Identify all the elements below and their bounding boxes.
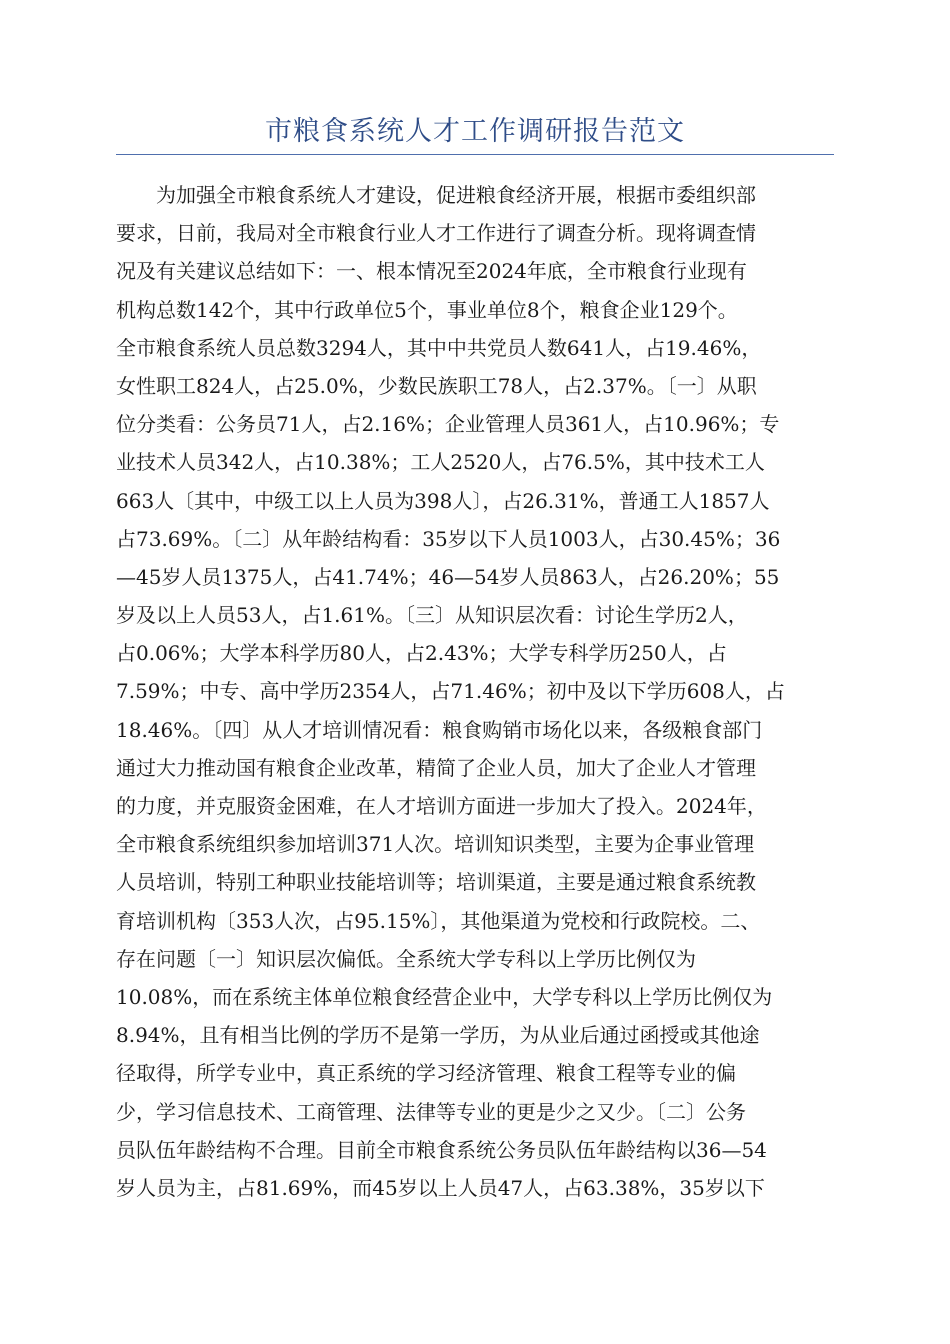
body-line: 的力度，并克服资金困难，在人才培训方面进一步加大了投入。2024年， <box>116 794 767 818</box>
body-line: 占73.69%。〔二〕从年龄结构看：35岁以下人员1003人，占30.45%；36 <box>116 526 781 551</box>
body-line: —45岁人员1375人，占41.74%；46—54岁人员863人，占26.20%；55 <box>116 564 780 589</box>
body-line: 况及有关建议总结如下：一、根本情况至2024年底，全市粮食行业现有 <box>116 259 747 284</box>
title-underline <box>116 154 834 155</box>
body-line: 通过大力推动国有粮食企业改革，精简了企业人员，加大了企业人才管理 <box>116 755 756 780</box>
body-line: 少，学习信息技术、工商管理、法律等专业的更是少之又少。〔二〕公务 <box>116 1099 746 1124</box>
body-line: 663人〔其中，中级工以上人员为398人〕，占26.31%，普通工人1857人 <box>116 488 770 513</box>
body-line: 8.94%，且有相当比例的学历不是第一学历，为从业后通过函授或其他途 <box>116 1023 760 1048</box>
body-line: 10.08%，而在系统主体单位粮食经营企业中，大学专科以上学历比例仅为 <box>116 984 773 1009</box>
body-line: 为加强全市粮食系统人才建设，促进粮食经济开展，根据市委组织部 <box>156 183 756 207</box>
body-line: 存在问题〔一〕知识层次偏低。全系统大学专科以上学历比例仅为 <box>116 946 696 971</box>
body-line: 人员培训，特别工种职业技能培训等；培训渠道，主要是通过粮食系统教 <box>116 870 756 895</box>
body-line: 岁人员为主，占81.69%，而45岁以上人员47人，占63.38%，35岁以下 <box>116 1175 765 1200</box>
body-line: 全市粮食系统组织参加培训371人次。培训知识类型，主要为企事业管理 <box>116 832 755 857</box>
body-line: 机构总数142个，其中行政单位5个，事业单位8个，粮食企业129个。 <box>116 297 738 322</box>
body-line: 育培训机构〔353人次，占95.15%〕，其他渠道为党校和行政院校。二、 <box>116 908 761 933</box>
body-line: 位分类看：公务员71人，占2.16%；企业管理人员361人，占10.96%；专 <box>116 412 780 437</box>
body-line: 径取得，所学专业中，真正系统的学习经济管理、粮食工程等专业的偏 <box>116 1061 736 1086</box>
body-line: 占0.06%；大学本科学历80人，占2.43%；大学专科学历250人，占 <box>116 641 727 666</box>
body-line: 员队伍年龄结构不合理。目前全市粮食系统公务员队伍年龄结构以36—54 <box>116 1137 767 1162</box>
body-line: 18.46%。〔四〕从人才培训情况看：粮食购销市场化以来，各级粮食部门 <box>116 717 763 742</box>
body-line: 要求，日前，我局对全市粮食行业人才工作进行了调查分析。现将调查情 <box>116 221 756 246</box>
body-line: 全市粮食系统人员总数3294人，其中中共党员人数641人，占19.46%， <box>116 335 762 360</box>
body-line: 7.59%；中专、高中学历2354人，占71.46%；初中及以下学历608人，占 <box>116 679 785 704</box>
document-body <box>116 176 836 1207</box>
document-title: 市粮食系统人才工作调研报告范文 <box>265 116 685 147</box>
body-line: 业技术人员342人，占10.38%；工人2520人，占76.5%，其中技术工人 <box>116 450 765 475</box>
body-line: 岁及以上人员53人，占1.61%。〔三〕从知识层次看：讨论生学历2人， <box>116 603 748 628</box>
body-line: 女性职工824人，占25.0%，少数民族职工78人，占2.37%。〔一〕从职 <box>116 373 757 398</box>
